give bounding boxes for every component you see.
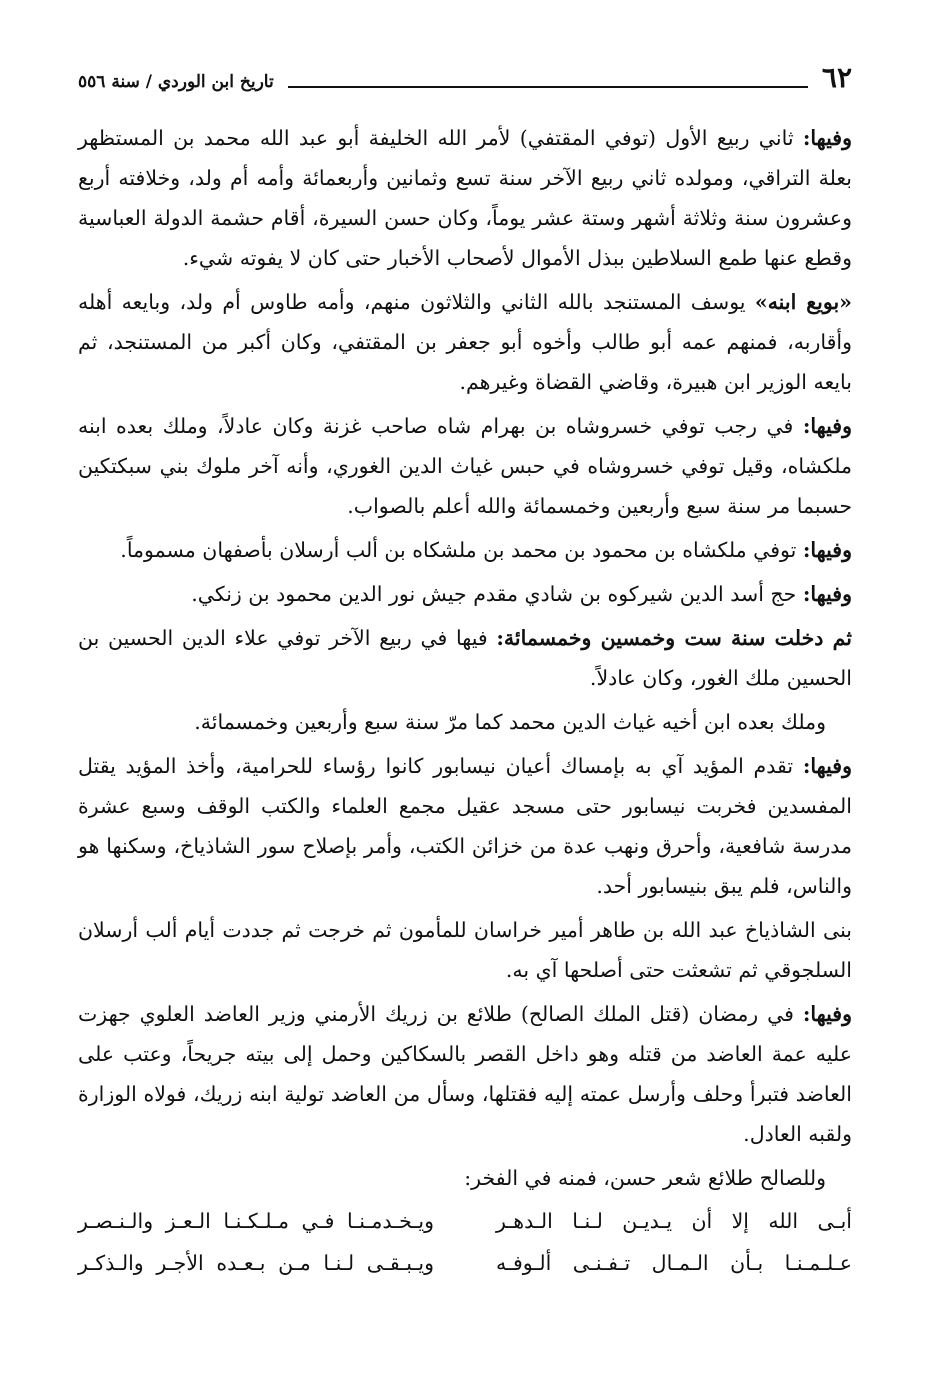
- verse-line: [78, 1242, 852, 1284]
- paragraph-lead: وفيها:: [802, 754, 852, 778]
- paragraph: [78, 910, 852, 990]
- paragraph: [78, 702, 852, 742]
- running-title: تاريخ ابن الوردي / سنة ٥٥٦: [78, 72, 274, 92]
- paragraph-text: وللصالح طلائع شعر حسن، فمنه في الفخر:: [464, 1166, 826, 1190]
- paragraph-text: تقدم المؤيد آي به بإمساك أعيان نيسابور كانوا رؤساء للحرامية، وأخذ المؤيد يقتل المفسدين فخربت نيسابور حتى مسجد عقيل مجمع العلماء والكتب الوقف وسبع عشرة مدرسة شافعية، وأحرق ونهب عدة من خزائن الكتب، وأمر بإصلاح سور الشاذياخ، وسكنها هو والناس، فلم يبق بنيسابور أحد.: [78, 754, 852, 898]
- page-header: [78, 58, 852, 92]
- paragraph-text: ثاني ربيع الأول (توفي المقتفي) لأمر الله الخليفة أبو عبد الله محمد بن المستظهر بعلة التراقي، ومولده ثاني ربيع الآخر سنة تسع وثمانين وأربعمائة وأمه أم ولد، وخلافته أربع وعشرون سنة وثلاثة أشهر وستة عشر يوماً، وكان حسن السيرة، أقام حشمة الدولة العباسية وقطع عنها طمع السلاطين ببذل الأموال لأصحاب الأخبار حتى كان لا يفوته شيء.: [78, 126, 852, 270]
- paragraph-text: حج أسد الدين شيركوه بن شادي مقدم جيش نور الدين محمود بن زنكي.: [191, 582, 803, 606]
- paragraph-text: بنى الشاذياخ عبد الله بن طاهر أمير خراسان للمأمون ثم خرجت ثم جددت أيام ألب أرسلان السلجوقي ثم تشعثت حتى أصلحها آي به.: [78, 918, 852, 982]
- paragraph: [78, 994, 852, 1154]
- poem-verses: [78, 1200, 852, 1284]
- paragraph: [78, 574, 852, 614]
- paragraph-text: يوسف المستنجد بالله الثاني والثلاثون منهم، وأمه طاوس أم ولد، وبايعه أهله وأقاربه، فمنهم عمه أبو طالب وأخوه أبو جعفر بن المقتفي، وكان أكبر من المستنجد، ثم بايعه الوزير ابن هبيرة، وقاضي القضاة وغيرهم.: [78, 290, 852, 394]
- paragraph-lead: وفيها:: [802, 582, 852, 606]
- paragraph-text: فيها في ربيع الآخر توفي علاء الدين الحسين بن الحسين ملك الغور، وكان عادلاً.: [78, 626, 852, 690]
- paragraph: [78, 618, 852, 698]
- paragraph-text: في رجب توفي خسروشاه بن بهرام شاه صاحب غزنة وكان عادلاً، وملك بعده ابنه ملكشاه، وقيل توفي خسروشاه في حبس غياث الدين الغوري، وأنه آخر ملوك بني سبكتكين حسبما مر سنة سبع وأربعين وخمسمائة والله أعلم بالصواب.: [78, 414, 852, 518]
- paragraph-lead: وفيها:: [802, 414, 852, 438]
- paragraph: [78, 746, 852, 906]
- paragraph-text: في رمضان (قتل الملك الصالح) طلائع بن زريك الأرمني وزير العاضد العلوي جهزت عليه عمة العاضد من قتله وهو داخل القصر بالسكاكين وحمل إلى بيته جريحاً، وعتب على العاضد فتبرأ وحلف وأرسل عمته إليه فقتلها، وسأل من العاضد تولية ابنه زريك، فولاه الوزارة ولقبه العادل.: [78, 1002, 852, 1146]
- paragraph: [78, 1158, 852, 1198]
- page-number: ٦٢: [821, 61, 852, 94]
- paragraph-text: وملك بعده ابن أخيه غياث الدين محمد كما مرّ سنة سبع وأربعين وخمسمائة.: [194, 710, 826, 734]
- hemistich-right: عـلـمـنـا بـأن الـمـال تـفـنـى ألـوفـه: [495, 1251, 852, 1275]
- hemistich-right: أبـى الله إلا أن يـديـن لـنـا الـدهـر: [495, 1209, 852, 1233]
- paragraph-lead: وفيها:: [802, 1002, 852, 1026]
- paragraph-text: توفي ملكشاه بن محمود بن محمد بن ملشكاه بن ألب أرسلان بأصفهان مسموماً.: [120, 538, 803, 562]
- paragraph: [78, 406, 852, 526]
- paragraph: [78, 118, 852, 278]
- paragraph-lead: وفيها:: [802, 538, 852, 562]
- header-rule: [288, 86, 808, 88]
- hemistich-left: ويـخـدمـنـا فـي مـلـكـنـا الـعـز والـنـصـر: [78, 1209, 435, 1233]
- verse-line: [78, 1200, 852, 1242]
- paragraph: [78, 530, 852, 570]
- paragraph-lead: وفيها:: [802, 126, 852, 150]
- hemistich-left: ويـبـقـى لـنـا مـن بـعـده الأجـر والـذكـر: [78, 1251, 435, 1275]
- paragraph-lead: ثم دخلت سنة ست وخمسين وخمسمائة:: [496, 626, 852, 650]
- paragraph: [78, 282, 852, 402]
- body-text: [78, 118, 852, 1198]
- paragraph-lead: «بويع ابنه»: [754, 290, 852, 314]
